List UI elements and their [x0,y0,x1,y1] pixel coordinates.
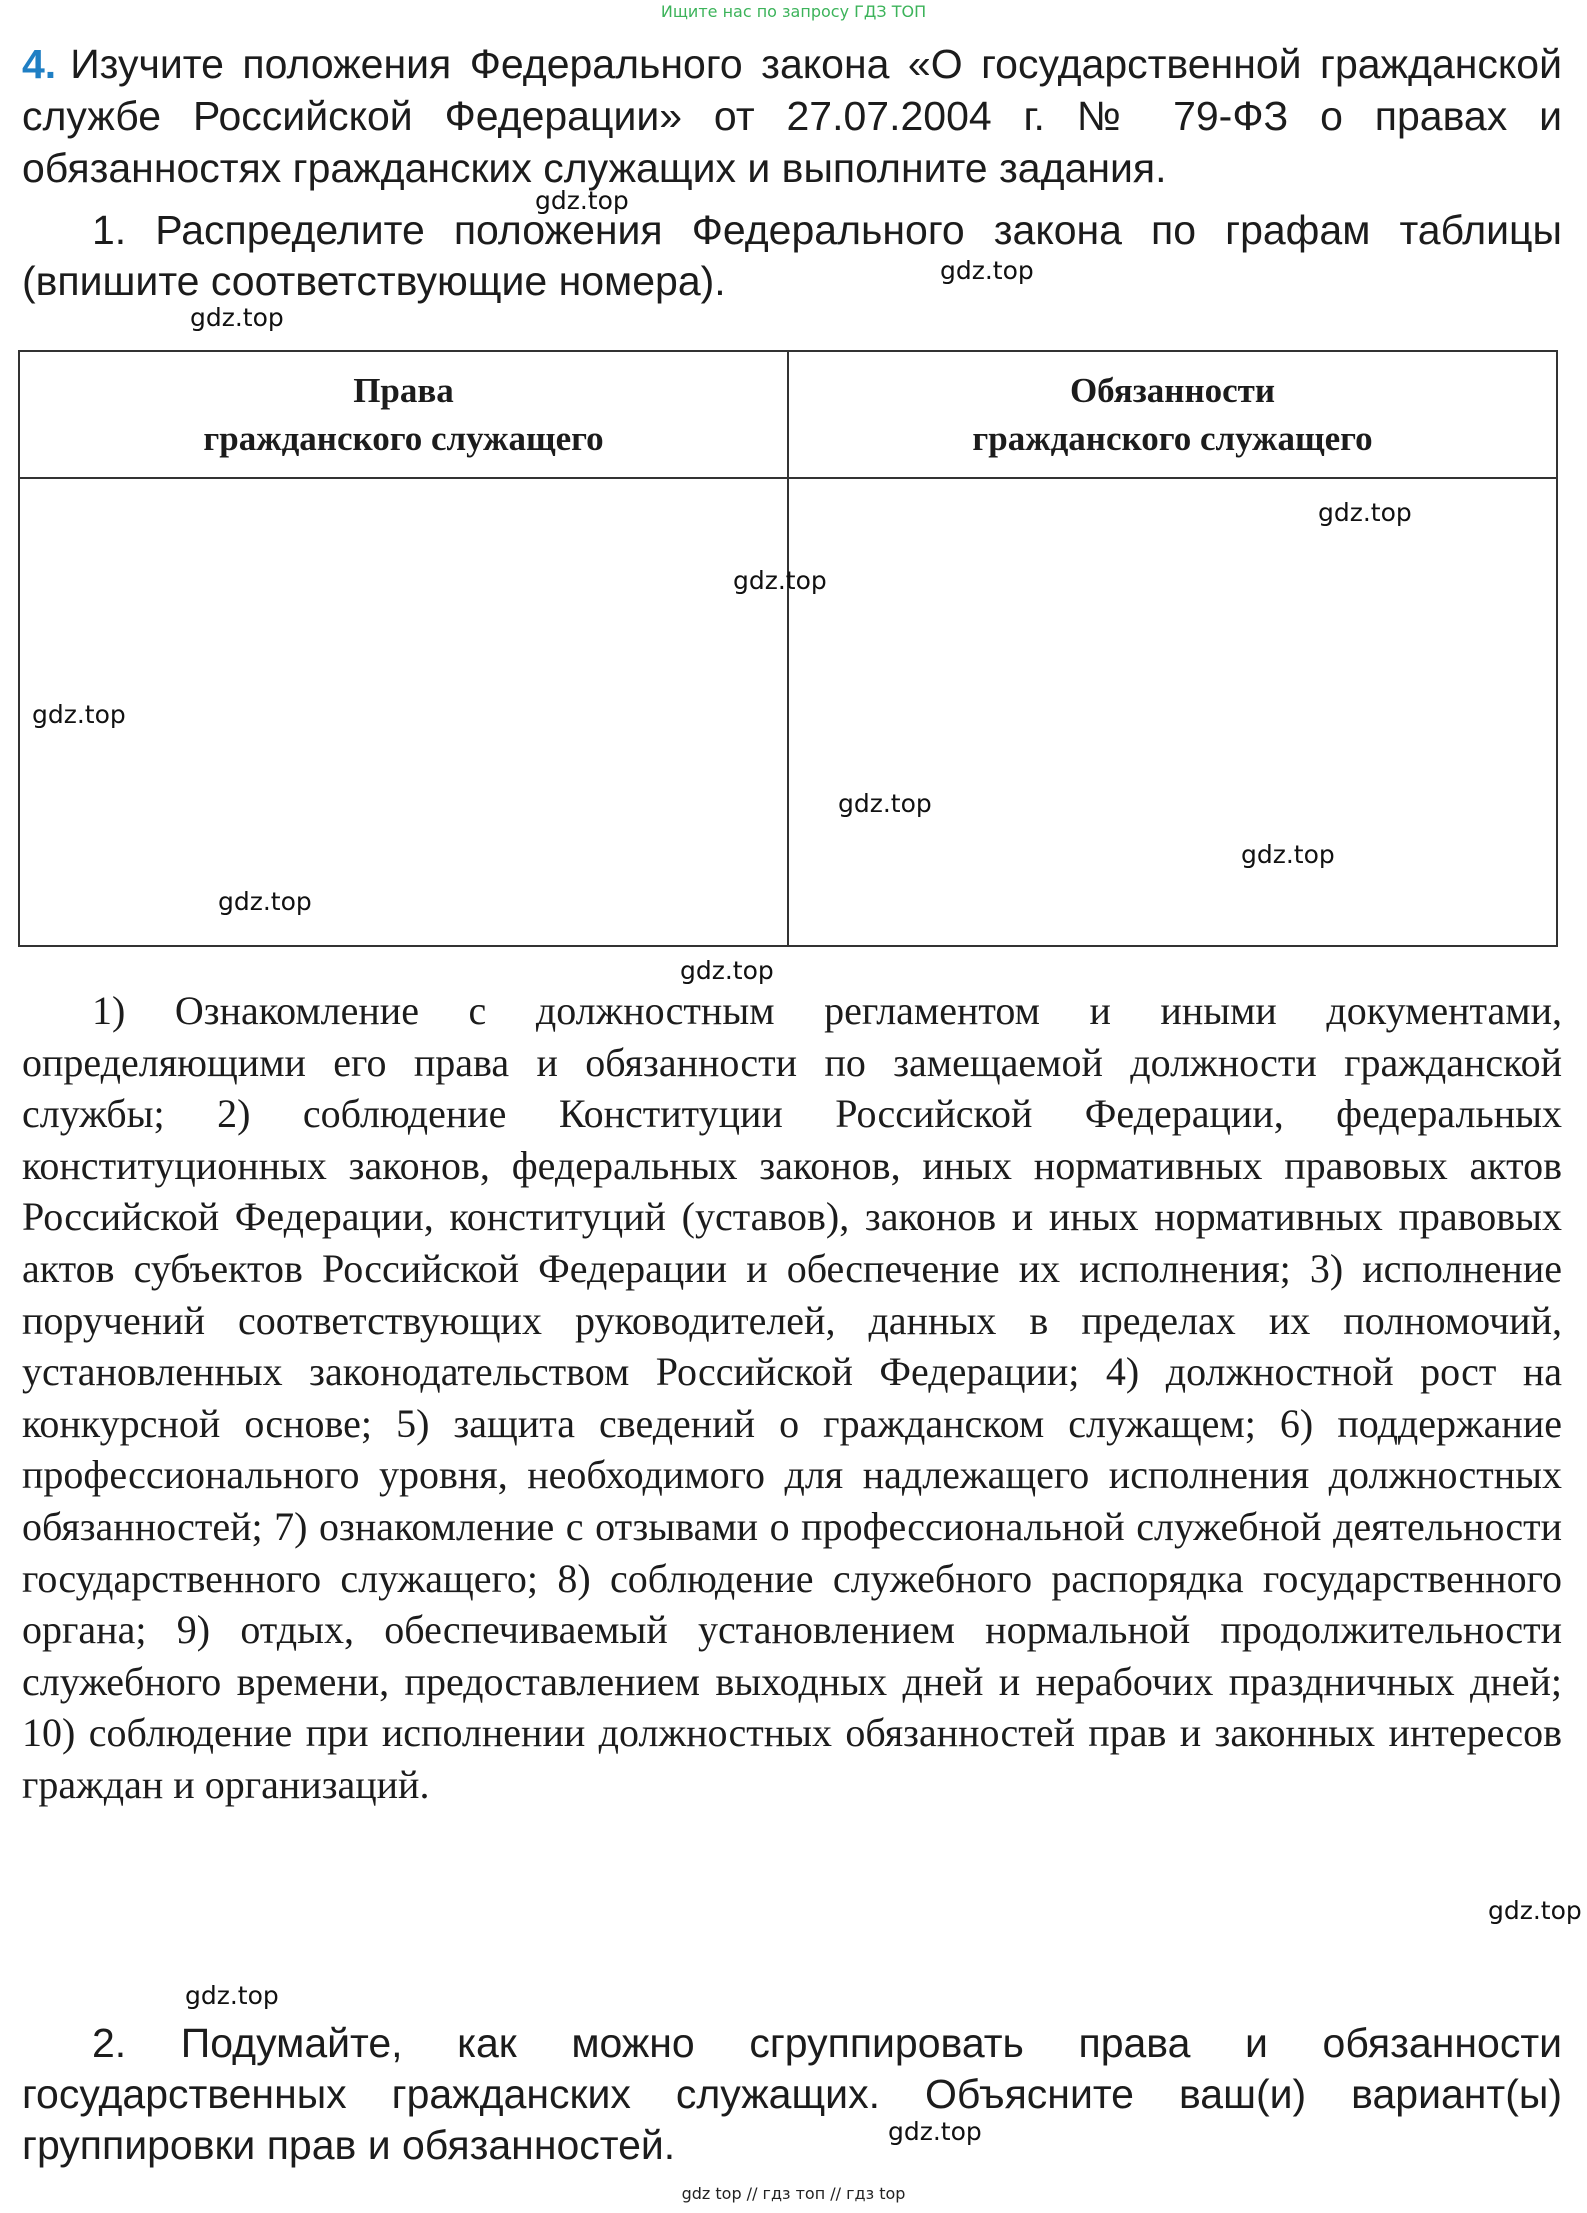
top-banner: Ищите нас по запросу ГДЗ ТОП [660,2,927,21]
header-duties-line1: Обязанности [1069,370,1276,410]
watermark: gdz.top [535,186,629,215]
header-rights-line1: Права [353,370,454,410]
header-rights-line2: гражданского служащего [203,418,604,458]
subtask-2: 2. Подумайте, как можно сгруппировать права и обязанности государственных гражданских служащих. Объясните ваш(и) вариант(ы) группировки прав и обязанностей. [22,2020,1562,2168]
watermark: gdz.top [888,2117,982,2146]
task-block [22,38,1562,194]
rights-answer-cell[interactable] [19,478,788,946]
table-header-duties [788,351,1557,478]
watermark: gdz.top [1488,1896,1582,1925]
watermark: gdz.top [680,956,774,985]
table-header-rights [19,351,788,478]
footer-watermark: gdz top // гдз топ // гдз top [681,2184,906,2203]
watermark: gdz.top [190,303,284,332]
watermark: gdz.top [733,566,827,595]
watermark: gdz.top [1241,840,1335,869]
watermark: gdz.top [838,789,932,818]
law-provisions-list: 1) Ознакомление с должностным регламентом и иными документами, определяющими его права и обязанности по замещаемой должности гражданской службы; 2) соблюдение Конституции Российской Федерации, федеральных конституционных законов, федеральных законов, иных нормативных правовых актов Российской Федерации, конституций (уставов), законов и иных нормативных правовых актов субъектов Российской Федерации и обеспечение их исполнения; 3) исполнение поручений соответствующих руководителей, данных в пределах их полномочий, установленных законодательством Российской Федерации; 4) должностной рост на конкурсной основе; 5) защита сведений о гражданском служащем; 6) поддержание профессионального уровня, необходимого для надлежащего исполнения должностных обязанностей; 7) ознакомление с отзывами о профессиональной служебной деятельности государственного служащего; 8) соблюдение служебного распорядка государственного органа; 9) отдых, обеспечиваемый установлением нормальной продолжительности служебного времени, предоставлением выходных дней и нерабочих праздничных дней; 10) соблюдение при исполнении должностных обязанностей прав и законных интересов граждан и организаций. [22,988,1562,1807]
watermark: gdz.top [1318,498,1412,527]
task-number: 4. [22,41,57,87]
subtask-1: 1. Распределите положения Федерального закона по графам таблицы (впишите соответствующие номера). [22,207,1562,304]
watermark: gdz.top [185,1981,279,2010]
task-heading [22,38,1562,194]
watermark: gdz.top [32,700,126,729]
duties-answer-cell[interactable] [788,478,1557,946]
watermark: gdz.top [218,887,312,916]
header-duties-line2: гражданского служащего [972,418,1373,458]
watermark: gdz.top [940,256,1034,285]
task-text: Изучите положения Федерального закона «О государственной гражданской службе Российской Федерации» от 27.07.2004 г. № 79-ФЗ о правах и обязанностях гражданских служащих и выполните задания. [22,41,1562,191]
